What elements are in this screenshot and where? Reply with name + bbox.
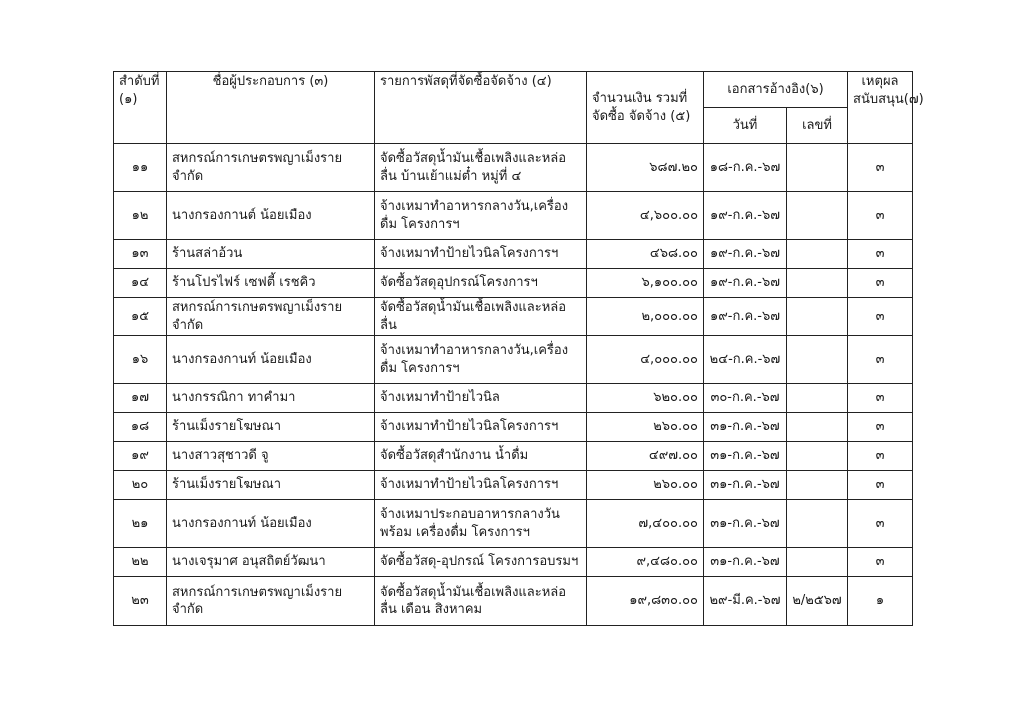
row-no: ๑๑ — [114, 144, 167, 192]
header-date: วันที่ — [704, 108, 787, 144]
row-number — [787, 413, 848, 442]
table-row — [114, 240, 913, 269]
row-amount: ๖๘๗.๒๐ — [587, 144, 704, 192]
row-date: ๑๘-ก.ค.-๖๗ — [704, 144, 787, 192]
row-vendor: ร้านเม็งรายโฆษณา — [167, 471, 375, 500]
row-amount: ๔,๐๐๐.๐๐ — [587, 336, 704, 384]
table-row — [114, 471, 913, 500]
header-amount: จำนวนเงิน รวมที่ จัดซื้อ จัดจ้าง (๕) — [587, 72, 704, 144]
row-date: ๒๙-มี.ค.-๖๗ — [704, 577, 787, 626]
row-amount: ๔๙๗.๐๐ — [587, 442, 704, 471]
row-amount: ๑๙,๘๓๐.๐๐ — [587, 577, 704, 626]
row-reason: ๓ — [848, 471, 913, 500]
row-no: ๑๓ — [114, 240, 167, 269]
header-vendor: ชื่อผู้ประกอบการ (๓) — [167, 72, 375, 144]
table-row — [114, 192, 913, 240]
row-amount: ๒๖๐.๐๐ — [587, 471, 704, 500]
row-number — [787, 471, 848, 500]
row-item: จัดซื้อวัสดุน้ำมันเชื้อเพลิงและหล่อลื่น — [375, 298, 587, 336]
row-no: ๑๙ — [114, 442, 167, 471]
row-no: ๑๔ — [114, 269, 167, 298]
row-reason: ๓ — [848, 144, 913, 192]
row-item: จัดซื้อวัสดุน้ำมันเชื้อเพลิงและหล่อลื่น เดือน สิงหาคม — [375, 577, 587, 626]
row-reason: ๓ — [848, 413, 913, 442]
row-vendor: สหกรณ์การเกษตรพญาเม็งราย จำกัด — [167, 298, 375, 336]
row-reason: ๓ — [848, 298, 913, 336]
row-vendor: นางกรรณิกา ทาคำมา — [167, 384, 375, 413]
row-item: จ้างเหมาทำอาหารกลางวัน,เครื่องดื่ม โครงการฯ — [375, 336, 587, 384]
row-item: จัดซื้อวัสดุ-อุปกรณ์ โครงการอบรมฯ — [375, 548, 587, 577]
row-number — [787, 442, 848, 471]
row-amount: ๙,๔๘๐.๐๐ — [587, 548, 704, 577]
header-row-1 — [114, 72, 913, 108]
header-no: สำดับที่ (๑) — [114, 72, 167, 144]
row-reason: ๓ — [848, 240, 913, 269]
row-amount: ๗,๔๐๐.๐๐ — [587, 500, 704, 548]
row-vendor: สหกรณ์การเกษตรพญาเม็งราย จำกัด — [167, 144, 375, 192]
row-item: จ้างเหมาทำป้ายไวนิลโครงการฯ — [375, 240, 587, 269]
row-item: จัดซื้อวัสดุน้ำมันเชื้อเพลิงและหล่อลื่น บ้านเย้าแม่ต๋ำ หมู่ที่ ๔ — [375, 144, 587, 192]
row-item: จ้างเหมาประกอบอาหารกลางวันพร้อม เครื่องดื่ม โครงการฯ — [375, 500, 587, 548]
row-date: ๑๙-ก.ค.-๖๗ — [704, 298, 787, 336]
row-number — [787, 298, 848, 336]
table-row — [114, 500, 913, 548]
row-vendor: ร้านสล่าอ้วน — [167, 240, 375, 269]
row-reason: ๓ — [848, 500, 913, 548]
row-item: จ้างเหมาทำป้ายไวนิล — [375, 384, 587, 413]
table-row — [114, 442, 913, 471]
row-vendor: นางกรองกานท์ น้อยเมือง — [167, 336, 375, 384]
row-reason: ๓ — [848, 384, 913, 413]
row-amount: ๖๒๐.๐๐ — [587, 384, 704, 413]
row-no: ๑๘ — [114, 413, 167, 442]
row-date: ๒๔-ก.ค.-๖๗ — [704, 336, 787, 384]
row-number — [787, 269, 848, 298]
row-item: จัดซื้อวัสดุอุปกรณ์โครงการฯ — [375, 269, 587, 298]
row-no: ๑๒ — [114, 192, 167, 240]
row-no: ๑๕ — [114, 298, 167, 336]
row-amount: ๔๖๘.๐๐ — [587, 240, 704, 269]
row-date: ๑๙-ก.ค.-๖๗ — [704, 240, 787, 269]
header-number: เลขที่ — [787, 108, 848, 144]
row-no: ๑๖ — [114, 336, 167, 384]
row-vendor: นางกรองกานต์ น้อยเมือง — [167, 192, 375, 240]
row-amount: ๒,๐๐๐.๐๐ — [587, 298, 704, 336]
header-docs: เอกสารอ้างอิง(๖) — [704, 72, 848, 108]
row-date: ๓๑-ก.ค.-๖๗ — [704, 413, 787, 442]
table-row — [114, 144, 913, 192]
table-row — [114, 336, 913, 384]
row-vendor: ร้านโปรไฟร์ เซฟตี้ เรชคิว — [167, 269, 375, 298]
row-date: ๓๑-ก.ค.-๖๗ — [704, 548, 787, 577]
row-date: ๓๑-ก.ค.-๖๗ — [704, 442, 787, 471]
row-item: จ้างเหมาทำป้ายไวนิลโครงการฯ — [375, 413, 587, 442]
row-amount: ๒๖๐.๐๐ — [587, 413, 704, 442]
table-row — [114, 269, 913, 298]
row-date: ๓๑-ก.ค.-๖๗ — [704, 500, 787, 548]
table-row — [114, 298, 913, 336]
row-vendor: นางกรองกานท์ น้อยเมือง — [167, 500, 375, 548]
header-reason: เหตุผล สนับสนุน(๗) — [848, 72, 913, 144]
row-item: จัดซื้อวัสดุสำนักงาน น้ำดื่ม — [375, 442, 587, 471]
row-no: ๒๓ — [114, 577, 167, 626]
row-number — [787, 500, 848, 548]
row-date: ๓๑-ก.ค.-๖๗ — [704, 471, 787, 500]
row-item: จ้างเหมาทำป้ายไวนิลโครงการฯ — [375, 471, 587, 500]
table-row — [114, 577, 913, 626]
row-date: ๓๐-ก.ค.-๖๗ — [704, 384, 787, 413]
table-row — [114, 413, 913, 442]
row-amount: ๔,๖๐๐.๐๐ — [587, 192, 704, 240]
row-date: ๑๙-ก.ค.-๖๗ — [704, 269, 787, 298]
row-no: ๑๗ — [114, 384, 167, 413]
row-reason: ๓ — [848, 336, 913, 384]
row-vendor: สหกรณ์การเกษตรพญาเม็งราย จำกัด — [167, 577, 375, 626]
row-number: ๒/๒๕๖๗ — [787, 577, 848, 626]
row-reason: ๓ — [848, 192, 913, 240]
row-no: ๒๒ — [114, 548, 167, 577]
header-items: รายการพัสดุที่จัดซื้อจัดจ้าง (๔) — [375, 72, 587, 144]
row-number — [787, 336, 848, 384]
row-number — [787, 384, 848, 413]
row-reason: ๑ — [848, 577, 913, 626]
procurement-table — [113, 71, 924, 626]
row-number — [787, 144, 848, 192]
row-number — [787, 240, 848, 269]
row-number — [787, 548, 848, 577]
row-vendor: นางเจรุมาศ อนุสถิตย์วัฒนา — [167, 548, 375, 577]
row-reason: ๓ — [848, 548, 913, 577]
row-amount: ๖,๑๐๐.๐๐ — [587, 269, 704, 298]
table-row — [114, 548, 913, 577]
row-reason: ๓ — [848, 269, 913, 298]
table-row — [114, 384, 913, 413]
row-reason: ๓ — [848, 442, 913, 471]
row-vendor: ร้านเม็งรายโฆษณา — [167, 413, 375, 442]
row-vendor: นางสาวสุชาวดี จู — [167, 442, 375, 471]
row-number — [787, 192, 848, 240]
row-date: ๑๙-ก.ค.-๖๗ — [704, 192, 787, 240]
row-no: ๒๑ — [114, 500, 167, 548]
row-item: จ้างเหมาทำอาหารกลางวัน,เครื่องดื่ม โครงการฯ — [375, 192, 587, 240]
row-no: ๒๐ — [114, 471, 167, 500]
